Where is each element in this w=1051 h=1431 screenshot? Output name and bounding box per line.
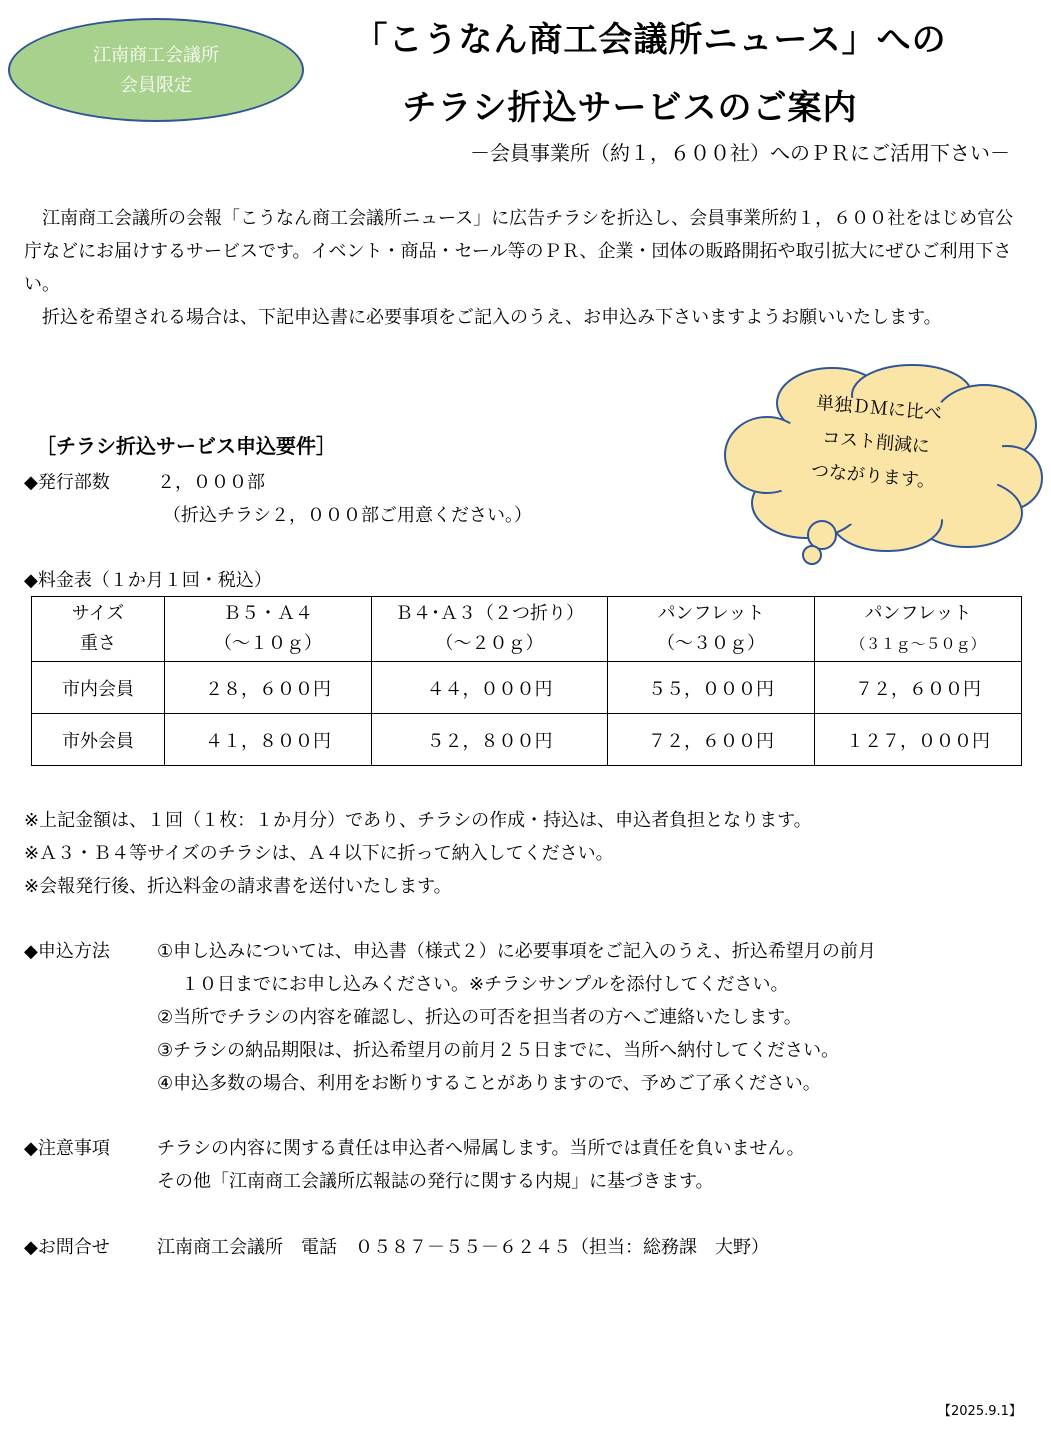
- header-cell: パンフレット （～３０ｇ）: [608, 597, 815, 662]
- document-date: 【2025.9.1】: [938, 1404, 1022, 1419]
- table-cell: ７２，６００円: [608, 714, 815, 766]
- method-item-1: ①申し込みについては、申込書（様式２）に必要事項をご記入のうえ、折込希望月の前月: [157, 941, 876, 962]
- bubble-line-3: つながります。: [810, 460, 937, 493]
- bubble-line-1: 単独ＤＭに比べ: [815, 392, 943, 425]
- subtitle: －会員事業所（約１，６００社）へのＰＲにご活用下さい－: [470, 141, 1010, 165]
- table-cell: ７２，６００円: [815, 662, 1022, 714]
- table-row: [32, 714, 1022, 766]
- badge-line-1: 江南商工会議所: [93, 45, 219, 66]
- table-header-row: [32, 597, 1022, 662]
- header-cell: Ｂ５・Ａ４ （～１０ｇ）: [165, 597, 372, 662]
- caution-line-1: チラシの内容に関する責任は申込者へ帰属します。当所では責任を負いません。: [157, 1138, 805, 1159]
- header-cell: パンフレット （３１ｇ～５０ｇ）: [815, 597, 1022, 662]
- row-label: 市外会員: [32, 714, 165, 766]
- issue-count-note: （折込チラシ２，０００部ご用意ください。）: [163, 505, 532, 526]
- intro-paragraph-1: 江南商工会議所の会報「こうなん商工会議所ニュース」に広告チラシを折込し、会員事業所約１，６００社をはじめ官公庁などにお届けするサービスです。イベント・商品・セール等のＰＲ、企業・団体の販路開拓や取引拡大にぜひご利用下さい。: [24, 208, 1014, 295]
- header-cell: サイズ 重さ: [32, 597, 165, 662]
- table-cell: １２７，０００円: [815, 714, 1022, 766]
- header-cell: Ｂ４･Ａ３（２つ折り） （～２０ｇ）: [372, 597, 608, 662]
- caution-line-2: その他「江南商工会議所広報誌の発行に関する内規」に基づきます。: [157, 1171, 714, 1192]
- table-cell: ４１，８００円: [165, 714, 372, 766]
- issue-count-label: ◆発行部数: [24, 472, 110, 493]
- intro-paragraph-2: 折込を希望される場合は、下記申込書に必要事項をご記入のうえ、お申込み下さいますようお願いいたします。: [42, 307, 942, 328]
- intro-text: [24, 202, 1030, 334]
- table-cell: ２８，６００円: [165, 662, 372, 714]
- title-line-2: チラシ折込サービスのご案内: [402, 88, 858, 128]
- table-cell: ５５，０００円: [608, 662, 815, 714]
- method-item-2: ②当所でチラシの内容を確認し、折込の可否を担当者の方へご連絡いたします。: [157, 1007, 802, 1028]
- note-3: ※会報発行後、折込料金の請求書を送付いたします。: [24, 876, 452, 897]
- issue-count-value: ２，０００部: [157, 472, 265, 493]
- fee-table: [31, 596, 1022, 766]
- contact-label: ◆お問合せ: [24, 1237, 110, 1258]
- method-item-4: ④申込多数の場合、利用をお断りすることがありますので、予めご了承ください。: [157, 1073, 821, 1094]
- requirements-heading: ［チラシ折込サービス申込要件］: [36, 434, 336, 458]
- contact-value: 江南商工会議所 電話 ０５８７－５５－６２４５（担当：総務課 大野）: [157, 1237, 769, 1258]
- fee-table-label: ◆料金表（１か月１回・税込）: [24, 570, 272, 591]
- bubble-text: [772, 383, 980, 502]
- note-2: ※Ａ３・Ｂ４等サイズのチラシは、Ａ４以下に折って納入してください。: [24, 843, 614, 864]
- method-item-1-cont: １０日までにお申し込みください。※チラシサンプルを添付してください。: [181, 974, 789, 995]
- row-label: 市内会員: [32, 662, 165, 714]
- method-item-3: ③チラシの納品期限は、折込希望月の前月２５日までに、当所へ納付してください。: [157, 1040, 840, 1061]
- bubble-line-2: コスト削減に: [821, 427, 931, 458]
- table-cell: ４４，０００円: [372, 662, 608, 714]
- badge-line-2: 会員限定: [120, 75, 192, 96]
- note-1: ※上記金額は、１回（１枚：１か月分）であり、チラシの作成・持込は、申込者負担となります。: [24, 810, 812, 831]
- table-cell: ５２，８００円: [372, 714, 608, 766]
- members-only-badge: [8, 18, 304, 122]
- caution-label: ◆注意事項: [24, 1138, 110, 1159]
- method-label: ◆申込方法: [24, 941, 110, 962]
- title-line-1: 「こうなん商工会議所ニュース」への: [353, 20, 947, 60]
- table-row: [32, 662, 1022, 714]
